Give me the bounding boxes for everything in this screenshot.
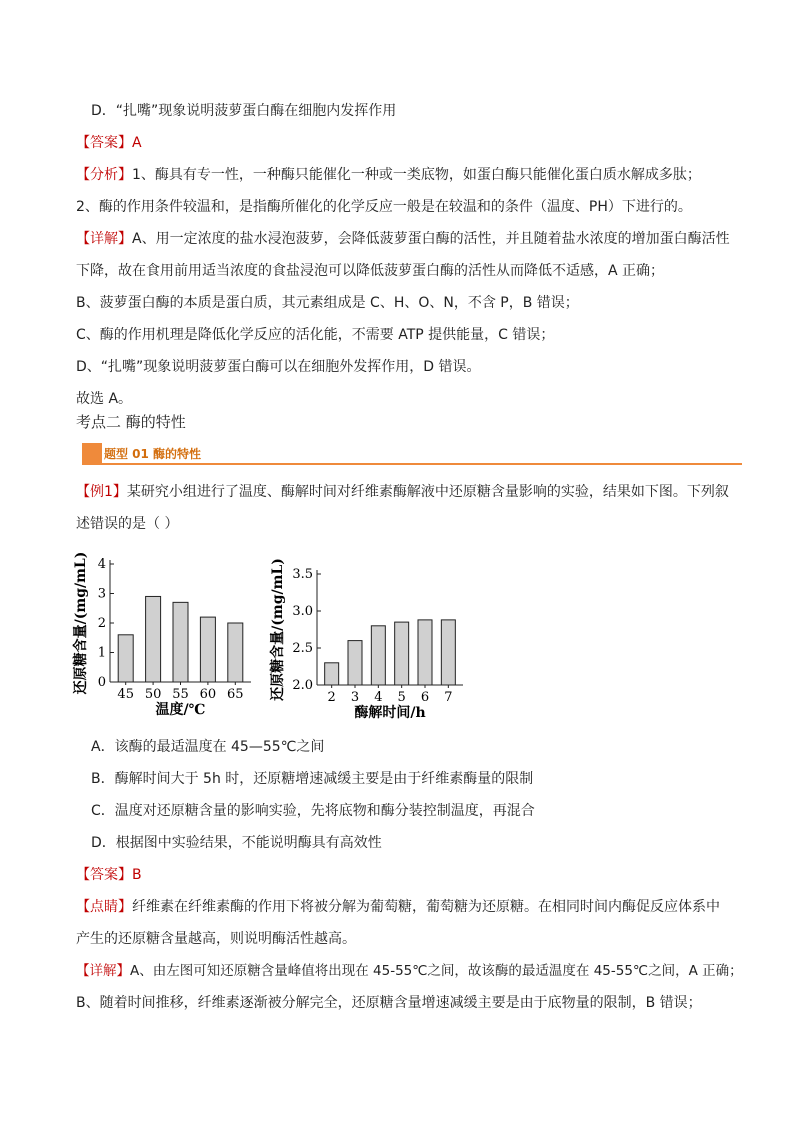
answer-tag: 【答案】 bbox=[76, 135, 132, 151]
y-tick-label: 3.5 bbox=[292, 567, 313, 582]
y-tick-label: 2 bbox=[97, 616, 106, 631]
y-axis-title: 还原糖含量/(mg/mL) bbox=[270, 558, 286, 701]
x-axis-title: 酶解时间/h bbox=[354, 705, 426, 721]
y-tick-label: 4 bbox=[97, 557, 106, 572]
x-tick-label: 5 bbox=[397, 690, 406, 705]
bar bbox=[418, 620, 432, 685]
x-tick-label: 2 bbox=[327, 690, 336, 705]
detail2-line-2: B、随着时间推移，纤维素逐渐被分解完全，还原糖含量增速减缓主要是由于底物量的限制，B 错误； bbox=[76, 995, 702, 1011]
detail2-line-1 bbox=[76, 961, 743, 981]
bar bbox=[348, 641, 362, 685]
x-tick-label: 60 bbox=[199, 687, 217, 702]
chart-temperature bbox=[68, 548, 258, 723]
chart-time bbox=[265, 558, 470, 723]
y-tick-label: 3.0 bbox=[292, 604, 313, 619]
detail2-tag: 【详解】 bbox=[76, 963, 130, 979]
section-heading: 考点二 酶的特性 bbox=[76, 413, 186, 431]
choose-line: 故选 A。 bbox=[76, 391, 133, 407]
option-d: D．根据图中实验结果，不能说明酶具有高效性 bbox=[91, 835, 382, 851]
y-axis-title: 还原糖含量/(mg/mL) bbox=[73, 551, 89, 695]
example-tag: 【例1】 bbox=[76, 484, 127, 500]
detail-text-1a: A、用一定浓度的盐水浸泡菠萝，会降低菠萝蛋白酶的活性，并且随着盐水浓度的增加蛋白酶活性 bbox=[132, 231, 730, 247]
x-axis-title: 温度/℃ bbox=[155, 702, 206, 718]
bar bbox=[371, 626, 385, 685]
question-type-marker bbox=[82, 443, 102, 463]
point-text-1: 纤维素在纤维素酶的作用下将被分解为葡萄糖，葡萄糖为还原糖。在相同时间内酶促反应体系中 bbox=[132, 899, 720, 915]
analysis-tag: 【分析】 bbox=[76, 167, 132, 183]
detail-tag: 【详解】 bbox=[76, 231, 132, 247]
bar bbox=[395, 622, 409, 685]
question-type-label: 题型 01 酶的特性 bbox=[104, 447, 202, 461]
detail-line-2: B、菠萝蛋白酶的本质是蛋白质，其元素组成是 C、H、O、N，不含 P，B 错误； bbox=[76, 295, 579, 311]
bar bbox=[200, 617, 215, 682]
bar bbox=[146, 596, 161, 682]
detail-line-1a bbox=[76, 229, 730, 249]
x-tick-label: 65 bbox=[227, 687, 244, 702]
point-line-1 bbox=[76, 897, 720, 917]
x-tick-label: 4 bbox=[374, 690, 383, 705]
point-line-2: 产生的还原糖含量越高，则说明酶活性越高。 bbox=[76, 931, 356, 947]
example-text-1: 某研究小组进行了温度、酶解时间对纤维素酶解液中还原糖含量影响的实验，结果如下图。下列叙 bbox=[126, 484, 729, 500]
option-c: C．温度对还原糖含量的影响实验，先将底物和酶分装控制温度，再混合 bbox=[91, 803, 535, 819]
detail2-text-1: A、由左图可知还原糖含量峰值将出现在 45-55℃之间，故该酶的最适温度在 45-55℃之间，A 正确； bbox=[130, 963, 743, 979]
bar bbox=[441, 620, 455, 685]
x-tick-label: 7 bbox=[444, 690, 453, 705]
analysis-line-2: 2、酶的作用条件较温和，是指酶所催化的化学反应一般是在较温和的条件（温度、PH）下进行的。 bbox=[76, 199, 692, 215]
example-line-2: 述错误的是（ ） bbox=[76, 516, 179, 532]
analysis-line-1 bbox=[76, 165, 701, 185]
y-tick-label: 2.5 bbox=[292, 641, 313, 656]
y-tick-label: 2.0 bbox=[292, 678, 313, 693]
bar bbox=[118, 635, 133, 682]
option-b: B．酶解时间大于 5h 时，还原糖增速减缓主要是由于纤维素酶量的限制 bbox=[91, 771, 534, 787]
detail-line-3: C、酶的作用机理是降低化学反应的活化能，不需要 ATP 提供能量，C 错误； bbox=[76, 327, 555, 343]
analysis-text-1: 1、酶具有专一性，一种酶只能催化一种或一类底物，如蛋白酶只能催化蛋白质水解成多肽； bbox=[132, 167, 701, 183]
bar bbox=[173, 602, 188, 682]
x-tick-label: 6 bbox=[420, 690, 430, 705]
option-d-previous: D．“扎嘴”现象说明菠萝蛋白酶在细胞内发挥作用 bbox=[91, 103, 397, 119]
bar bbox=[228, 623, 243, 682]
detail-line-1b: 下降，故在食用前用适当浓度的食盐浸泡可以降低菠萝蛋白酶的活性从而降低不适感，A 正确； bbox=[76, 263, 665, 279]
detail-line-4: D、“扎嘴”现象说明菠萝蛋白酶可以在细胞外发挥作用，D 错误。 bbox=[76, 359, 481, 375]
example-line-1 bbox=[76, 482, 729, 502]
x-tick-label: 55 bbox=[172, 687, 189, 702]
bar bbox=[325, 663, 339, 685]
answer-line-1 bbox=[76, 133, 142, 153]
y-tick-label: 3 bbox=[97, 586, 106, 602]
question-type-underline bbox=[82, 463, 742, 465]
answer-line-2 bbox=[76, 865, 142, 885]
y-tick-label: 0 bbox=[97, 675, 106, 690]
x-tick-label: 50 bbox=[144, 687, 162, 702]
option-a: A．该酶的最适温度在 45—55℃之间 bbox=[91, 739, 325, 755]
x-tick-label: 45 bbox=[117, 687, 134, 702]
point-tag: 【点睛】 bbox=[76, 899, 132, 915]
answer-value-2: B bbox=[132, 867, 142, 883]
x-tick-label: 3 bbox=[350, 690, 360, 705]
y-tick-label: 1 bbox=[97, 645, 106, 661]
answer-tag-2: 【答案】 bbox=[76, 867, 132, 883]
answer-value: A bbox=[132, 135, 142, 151]
